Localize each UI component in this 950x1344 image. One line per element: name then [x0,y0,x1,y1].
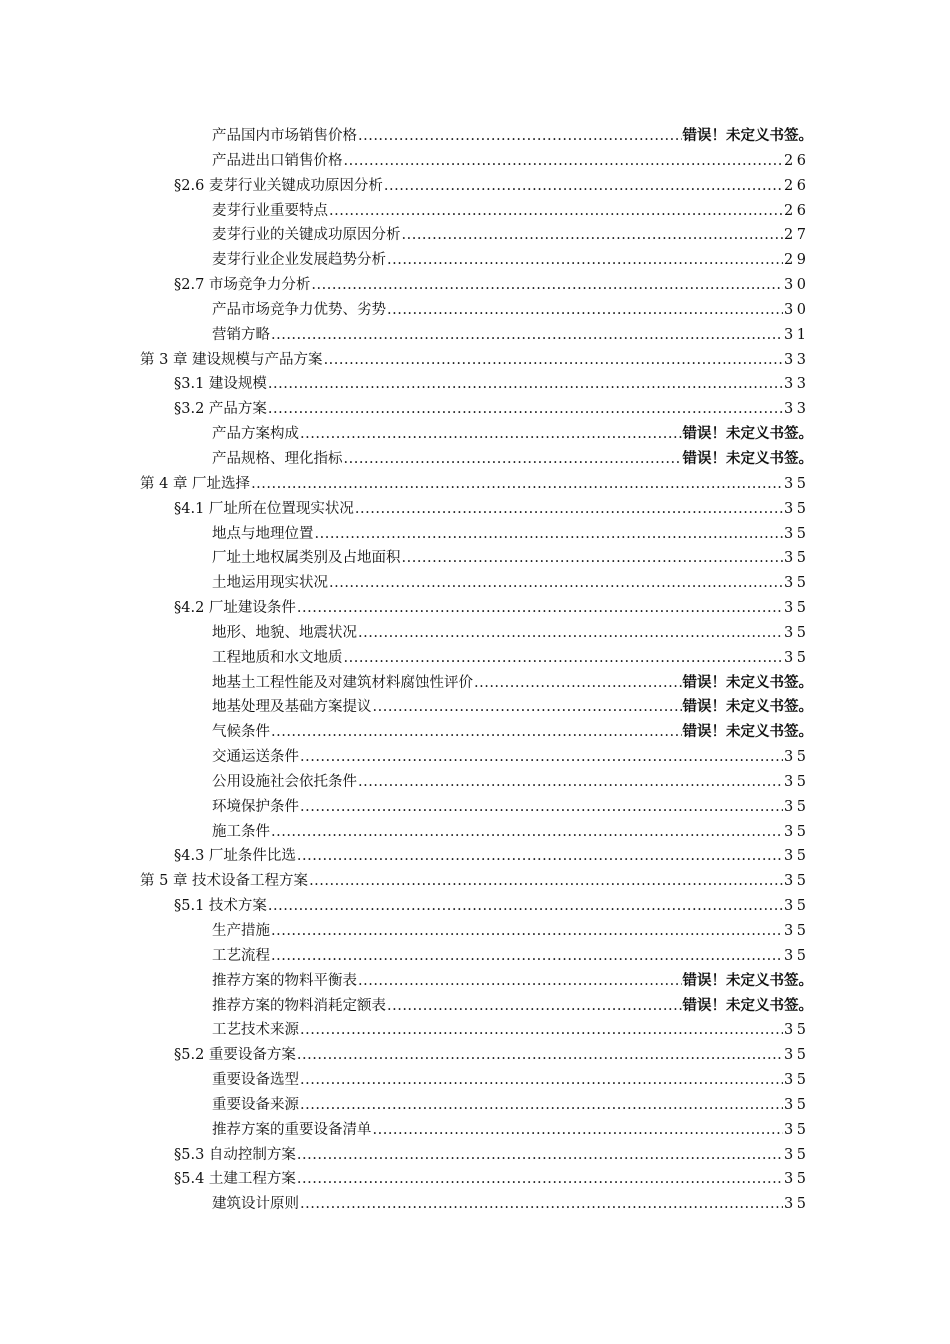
toc-dot-leader [300,422,682,447]
toc-entry[interactable] [0,223,950,248]
toc-entry-page-number: 26 [784,202,810,219]
toc-entry-title: 产品国内市场销售价格 [212,128,357,144]
toc-entry[interactable] [0,770,950,795]
toc-entry-title: 推荐方案的物料消耗定额表 [212,997,386,1014]
toc-entry[interactable] [0,1093,950,1118]
toc-entry[interactable] [0,894,950,919]
toc-dot-leader [300,795,783,820]
toc-dot-leader [309,869,783,894]
toc-entry[interactable] [0,422,950,447]
toc-entry-page-number: 35 [784,798,810,815]
toc-entry-title: §5.3 自动控制方案 [174,1146,296,1163]
toc-dot-leader [329,571,783,596]
toc-entry-page-number: 35 [784,1146,810,1163]
toc-entry[interactable] [0,149,950,174]
toc-dot-leader [324,348,783,373]
toc-entry[interactable] [0,869,950,894]
toc-entry[interactable] [0,124,950,149]
toc-entry[interactable] [0,596,950,621]
toc-dot-leader [387,298,783,323]
toc-entry-title: 营销方略 [212,326,270,343]
toc-entry[interactable] [0,298,950,323]
toc-dot-leader [268,372,783,397]
toc-entry-page-number: 35 [784,575,810,592]
toc-entry-page-number: 26 [784,177,810,194]
toc-entry-title: §3.2 产品方案 [174,401,267,418]
toc-entry[interactable] [0,372,950,397]
toc-dot-leader [387,994,682,1019]
toc-dot-leader [402,223,784,248]
toc-entry[interactable] [0,621,950,646]
toc-dot-leader [358,969,682,994]
toc-entry-page-number: 35 [784,1047,810,1064]
toc-dot-leader [297,596,783,621]
toc-entry[interactable] [0,199,950,224]
toc-entry[interactable] [0,248,950,273]
toc-entry-page-number: 30 [784,301,810,318]
toc-dot-leader [268,397,783,422]
toc-entry[interactable] [0,969,950,994]
toc-entry-title: §5.2 重要设备方案 [174,1047,296,1064]
toc-dot-leader [344,646,784,671]
toc-entry[interactable] [0,1043,950,1068]
toc-entry-page-number: 35 [784,600,810,617]
toc-entry-title: 产品市场竞争力优势、劣势 [212,301,386,318]
toc-entry[interactable] [0,1192,950,1217]
toc-entry-title: 地基土工程性能及对建筑材料腐蚀性评价 [212,674,473,691]
toc-entry-title: 推荐方案的物料平衡表 [212,972,357,989]
toc-entry-title: 环境保护条件 [212,798,299,815]
toc-dot-leader [251,472,783,497]
toc-dot-leader [297,1143,783,1168]
toc-dot-leader [373,1118,784,1143]
toc-entry-bookmark-error: 错误！未定义书签。 [682,724,813,741]
toc-dot-leader [373,695,682,720]
toc-dot-leader [271,820,783,845]
toc-entry[interactable] [0,1018,950,1043]
toc-entry[interactable] [0,1143,950,1168]
toc-dot-leader [358,770,783,795]
toc-dot-leader [300,1018,783,1043]
toc-entry-page-number: 35 [784,1121,810,1138]
toc-dot-leader [271,323,783,348]
toc-entry[interactable] [0,1068,950,1093]
toc-entry-title: 麦芽行业企业发展趋势分析 [212,252,386,269]
toc-entry-page-number: 26 [784,152,810,169]
toc-entry-page-number: 35 [784,1096,810,1113]
toc-dot-leader [384,174,783,199]
toc-entry[interactable] [0,671,950,696]
toc-entry-page-number: 33 [784,351,810,368]
toc-dot-leader [344,447,682,472]
toc-entry-page-number: 35 [784,1072,810,1089]
toc-dot-leader [297,1043,783,1068]
toc-entry-title: §4.3 厂址条件比选 [174,848,296,865]
toc-entry[interactable] [0,720,950,745]
toc-entry-title: 公用设施社会依托条件 [212,773,357,790]
toc-entry[interactable] [0,397,950,422]
toc-entry-page-number: 31 [784,326,810,343]
toc-entry-page-number: 35 [784,923,810,939]
toc-dot-leader [344,149,784,174]
toc-entry[interactable] [0,695,950,720]
toc-entry-title: 工艺流程 [212,947,270,964]
toc-dot-leader [355,497,783,522]
toc-entry-bookmark-error: 错误！未定义书签。 [682,426,813,443]
toc-dot-leader [315,522,784,547]
toc-entry[interactable] [0,323,950,348]
toc-entry-title: 工艺技术来源 [212,1022,299,1039]
toc-entry-page-number: 35 [784,624,810,641]
toc-dot-leader [268,894,783,919]
toc-entry-page-number: 27 [784,227,810,244]
toc-entry-page-number: 35 [784,848,810,865]
toc-entry-title: §4.1 厂址所在位置现实状况 [174,500,354,517]
toc-entry-title: §4.2 厂址建设条件 [174,600,296,617]
toc-entry-title: 产品规格、理化指标 [212,450,343,467]
toc-entry-title: §5.1 技术方案 [174,898,267,915]
toc-entry-title: 交通运送条件 [212,749,299,766]
toc-entry-title: §3.1 建设规模 [174,376,267,393]
toc-dot-leader [300,1192,783,1217]
toc-entry-page-number: 35 [784,649,810,666]
toc-entry-title: 生产措施 [212,923,270,939]
toc-entry-bookmark-error: 错误！未定义书签。 [682,699,813,716]
toc-dot-leader [387,248,783,273]
toc-entry-title: 工程地质和水文地质 [212,649,343,666]
toc-entry[interactable] [0,447,950,472]
toc-dot-leader [358,124,682,149]
toc-entry[interactable] [0,919,950,944]
toc-entry[interactable] [0,844,950,869]
toc-entry-title: 第 4 章 厂址选择 [140,475,251,492]
toc-entry-title: 重要设备来源 [212,1096,299,1113]
toc-entry-page-number: 35 [784,1171,810,1188]
toc-entry-page-number: 35 [784,500,810,517]
toc-entry-bookmark-error: 错误！未定义书签。 [682,972,813,989]
toc-entry-page-number: 35 [784,1196,810,1213]
toc-entry[interactable] [0,348,950,373]
toc-dot-leader [311,273,783,298]
toc-entry-page-number: 33 [784,401,810,418]
toc-dot-leader [300,1093,783,1118]
toc-entry-title: 重要设备选型 [212,1072,299,1089]
toc-entry-bookmark-error: 错误！未定义书签。 [682,128,813,144]
toc-entry-page-number: 35 [784,947,810,964]
toc-entry-title: 地形、地貌、地震状况 [212,624,357,641]
toc-entry-title: 地基处理及基础方案提议 [212,699,372,716]
toc-entry[interactable] [0,1118,950,1143]
toc-dot-leader [402,546,784,571]
toc-entry[interactable] [0,571,950,596]
toc-entry-bookmark-error: 错误！未定义书签。 [682,997,813,1014]
toc-dot-leader [300,745,783,770]
toc-entry-title: 厂址土地权属类别及占地面积 [212,550,401,567]
toc-entry-page-number: 35 [784,749,810,766]
toc-dot-leader [271,919,783,944]
toc-entry[interactable] [0,472,950,497]
toc-entry-title: 推荐方案的重要设备清单 [212,1121,372,1138]
toc-dot-leader [271,720,682,745]
toc-entry-title: 施工条件 [212,823,270,840]
toc-entry[interactable] [0,745,950,770]
toc-entry[interactable] [0,1167,950,1192]
toc-entry-page-number: 35 [784,475,810,492]
toc-entry[interactable] [0,546,950,571]
toc-entry-page-number: 35 [784,823,810,840]
toc-entry[interactable] [0,174,950,199]
toc-entry[interactable] [0,994,950,1019]
toc-entry-title: 第 3 章 建设规模与产品方案 [140,351,323,368]
toc-entry-title: 地点与地理位置 [212,525,314,542]
toc-entry[interactable] [0,273,950,298]
toc-entry-page-number: 35 [784,550,810,567]
toc-entry-title: 麦芽行业的关键成功原因分析 [212,227,401,244]
toc-dot-leader [474,671,682,696]
toc-entry-bookmark-error: 错误！未定义书签。 [682,450,813,467]
toc-entry-page-number: 33 [784,376,810,393]
toc-dot-leader [358,621,783,646]
table-of-contents [0,124,950,1217]
toc-dot-leader [329,199,783,224]
toc-entry[interactable] [0,522,950,547]
toc-entry-title: 麦芽行业重要特点 [212,202,328,219]
toc-entry-title: §5.4 土建工程方案 [174,1171,296,1188]
toc-dot-leader [297,1167,783,1192]
toc-dot-leader [297,844,783,869]
toc-entry-page-number: 35 [784,525,810,542]
toc-entry-title: 建筑设计原则 [212,1196,299,1213]
toc-entry[interactable] [0,944,950,969]
toc-entry[interactable] [0,795,950,820]
toc-entry-title: 第 5 章 技术设备工程方案 [140,873,309,890]
toc-entry-title: §2.6 麦芽行业关键成功原因分析 [174,177,383,194]
toc-dot-leader [300,1068,783,1093]
toc-entry[interactable] [0,646,950,671]
toc-entry-title: 气候条件 [212,724,270,741]
toc-entry-page-number: 35 [784,898,810,915]
toc-entry-page-number: 35 [784,1022,810,1039]
toc-entry-page-number: 35 [784,873,810,890]
toc-entry-bookmark-error: 错误！未定义书签。 [682,674,813,691]
toc-entry-title: 产品进出口销售价格 [212,152,343,169]
toc-dot-leader [271,944,783,969]
toc-entry[interactable] [0,820,950,845]
toc-entry-title: 产品方案构成 [212,426,299,443]
toc-entry-page-number: 35 [784,773,810,790]
toc-entry-page-number: 30 [784,277,810,294]
toc-entry-title: §2.7 市场竞争力分析 [174,277,311,294]
toc-entry-page-number: 29 [784,252,810,269]
toc-entry-title: 土地运用现实状况 [212,575,328,592]
toc-entry[interactable] [0,497,950,522]
